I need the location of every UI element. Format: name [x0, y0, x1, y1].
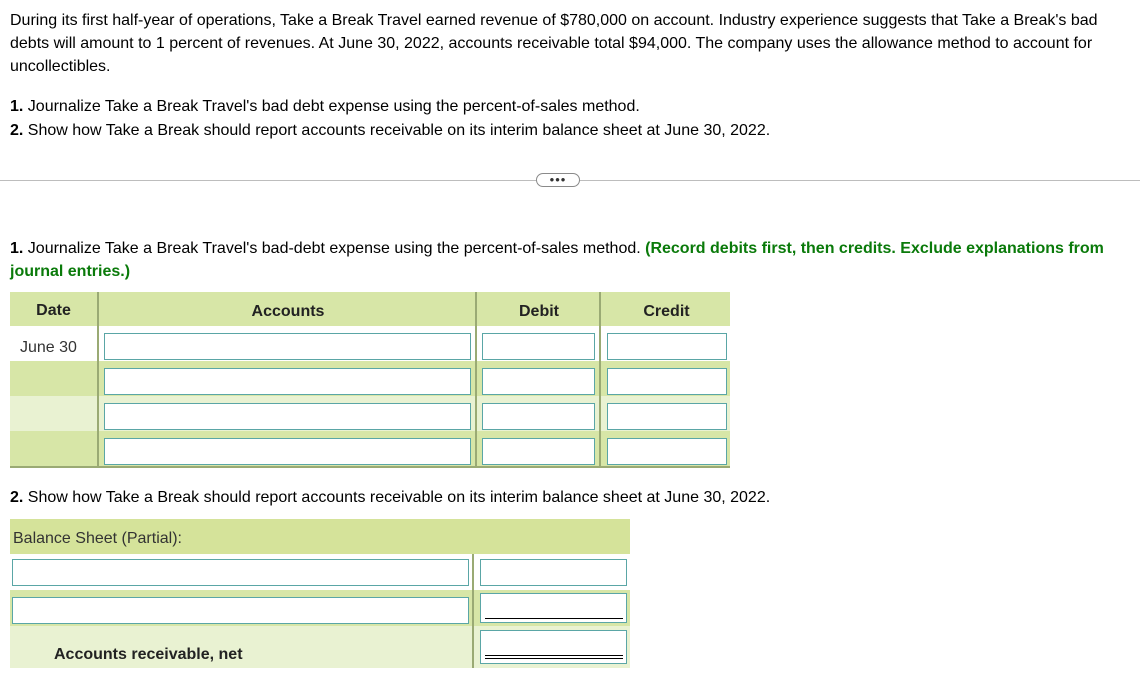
journal-credit-input-1[interactable] [607, 333, 727, 360]
journal-header-date: Date [36, 302, 71, 319]
requirement-2-number: 2. [10, 122, 24, 139]
single-underline [485, 618, 623, 619]
requirement-2 [10, 119, 1130, 142]
column-divider [599, 292, 601, 467]
problem-intro-text: During its first half-year of operations, Take a Break Travel earned revenue of $780,000 on account. Industry experience suggests that Take a Break's bad debts will amount to 1 percent of revenues. At June 30, 2022, accounts receivable total $94,000. The company uses the allowance method to account for uncollectibles. [10, 12, 1098, 75]
journal-credit-input-3[interactable] [607, 403, 727, 430]
part-2-number: 2. [10, 489, 24, 506]
journal-date-june-30: June 30 [20, 339, 77, 356]
journal-debit-input-2[interactable] [482, 368, 595, 395]
problem-intro [10, 9, 1135, 78]
balance-sheet-label-input-2[interactable] [12, 597, 469, 624]
expand-more-button[interactable]: ••• [536, 173, 580, 187]
column-divider [475, 292, 477, 467]
column-divider [472, 554, 474, 668]
journal-credit-input-4[interactable] [607, 438, 727, 465]
journal-account-input-4[interactable] [104, 438, 471, 465]
requirement-2-text: Show how Take a Break should report accounts receivable on its interim balance sheet at June 30, 2022. [23, 122, 771, 139]
part-1-number: 1. [10, 240, 24, 257]
part-2-text: Show how Take a Break should report accounts receivable on its interim balance sheet at June 30, 2022. [23, 489, 771, 506]
requirement-1 [10, 95, 1130, 118]
accounts-receivable-net-label: Accounts receivable, net [54, 646, 243, 663]
double-underline-top [485, 655, 623, 656]
column-divider [97, 292, 99, 467]
journal-debit-input-1[interactable] [482, 333, 595, 360]
double-underline-bottom [485, 658, 623, 659]
journal-debit-input-4[interactable] [482, 438, 595, 465]
requirement-1-number: 1. [10, 98, 24, 115]
journal-header-credit: Credit [643, 303, 690, 320]
requirement-1-text: Journalize Take a Break Travel's bad debt expense using the percent-of-sales method. [23, 98, 640, 115]
balance-sheet-title: Balance Sheet (Partial): [13, 530, 182, 547]
journal-account-input-1[interactable] [104, 333, 471, 360]
journal-header-accounts: Accounts [251, 303, 325, 320]
journal-credit-input-2[interactable] [607, 368, 727, 395]
part-1-prompt [10, 237, 1130, 283]
journal-account-input-3[interactable] [104, 403, 471, 430]
part-1-instruction: (Record debits first, then credits. Exclude explanations from journal entries.) [10, 240, 1104, 280]
table-bottom-border [10, 466, 730, 468]
balance-sheet-label-input-1[interactable] [12, 559, 469, 586]
part-2-prompt [10, 486, 1130, 509]
journal-account-input-2[interactable] [104, 368, 471, 395]
part-1-text: Journalize Take a Break Travel's bad-debt expense using the percent-of-sales method. [23, 240, 646, 257]
journal-header-debit: Debit [519, 303, 559, 320]
journal-debit-input-3[interactable] [482, 403, 595, 430]
balance-sheet-amount-input-1[interactable] [480, 559, 627, 586]
